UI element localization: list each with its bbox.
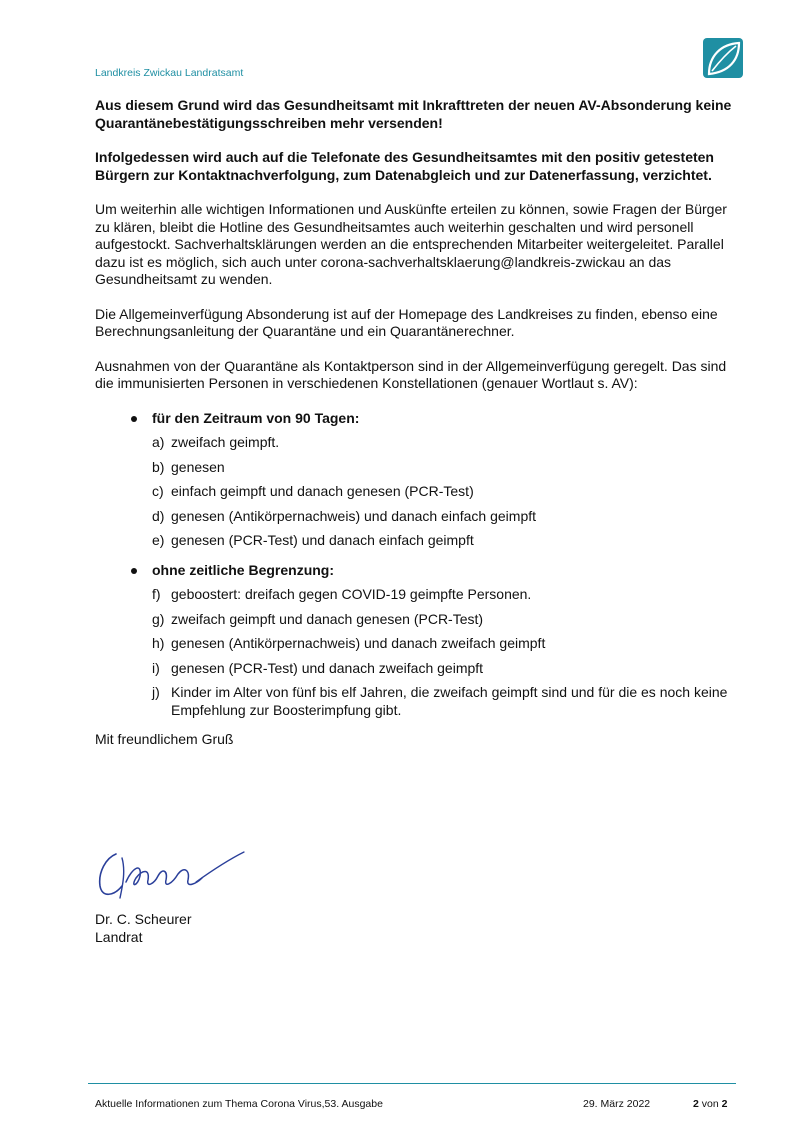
signer-name: Dr. C. Scheurer (95, 911, 192, 927)
list-item: h) genesen (Antikörpernachweis) und danach zweifach geimpft (152, 635, 546, 651)
list-item: e) genesen (PCR-Test) und danach einfach geimpft (152, 532, 474, 548)
footer-date: 29. März 2022 (583, 1098, 651, 1110)
paragraph-no-phone-calls: Infolgedessen wird auch auf die Telefonate des Gesundheitsamtes mit den positiv getesteten Bürgern zur Kontaktnachverfolgung, zum Datenabgleich und zur Datenerfassung, verzichtet. (95, 149, 714, 183)
list-item: b) genesen (152, 458, 225, 475)
list-item: a) zweifach geimpft. (152, 434, 280, 450)
footer-page-number: 2 von 2 (693, 1098, 728, 1110)
bullet-group-90-days (95, 410, 735, 550)
bullet-heading: ohne zeitliche Begrenzung: (152, 561, 335, 578)
paragraph-hotline: Um weiterhin alle wichtigen Informationen und Auskünfte erteilen zu können, sowie Fragen der Bürger zu klären, bleibt die Hotline des Gesundheitsamtes auch weiterhin geschalten und wird personell aufgestockt. Sachverhaltsklärungen werden an die entsprechenden Mitarbeiter weitergeleitet. Parallel dazu ist es möglich, sich auch unter corona-sachverhaltsklaerung@landkreis-zwickau an das Gesundheitsamt zu wenden. (95, 201, 727, 287)
organization-name: Landkreis Zwickau Landratsamt (95, 67, 244, 79)
paragraph-general-decree: Die Allgemeinverfügung Absonderung ist auf der Homepage des Landkreises zu finden, ebenso eine Berechnungsanleitung der Quarantäne und ein Quarantänerechner. (95, 305, 718, 339)
signer-title: Landrat (95, 929, 143, 945)
bullet-heading: für den Zeitraum von 90 Tagen: (152, 409, 360, 426)
list-item: i) genesen (PCR-Test) und danach zweifach geimpft (152, 659, 484, 676)
list-item: c) einfach geimpft und danach genesen (PCR-Test) (152, 483, 474, 499)
bullet-dot-icon (131, 416, 137, 422)
closing-greeting: Mit freundlichem Gruß (95, 731, 234, 747)
footer-divider (88, 1083, 736, 1084)
list-item: g) zweifach geimpft und danach genesen (PCR-Test) (152, 610, 484, 627)
bullet-group-unlimited (95, 562, 735, 720)
handwritten-signature (92, 838, 252, 908)
paragraph-exceptions: Ausnahmen von der Quarantäne als Kontaktperson sind in der Allgemeinverfügung geregelt. Das sind die immunisierten Personen in verschiedenen Konstellationen (genauer Wortlaut s. AV): (95, 357, 727, 391)
paragraph-no-confirmation-letters: Aus diesem Grund wird das Gesundheitsamt mit Inkrafttreten der neuen AV-Absonderung keine Quarantänebestätigungsschreiben mehr versenden! (95, 97, 732, 131)
leaf-logo-icon (703, 38, 743, 78)
bullet-dot-icon (131, 568, 137, 574)
list-item: d) genesen (Antikörpernachweis) und danach einfach geimpft (152, 507, 537, 524)
list-item: f) geboostert: dreifach gegen COVID-19 geimpfte Personen. (152, 586, 532, 602)
footer-publication: Aktuelle Informationen zum Thema Corona Virus,53. Ausgabe (95, 1098, 383, 1110)
signer-block (95, 910, 191, 946)
letter-body (95, 97, 735, 766)
list-item: j) Kinder im Alter von fünf bis elf Jahren, die zweifach geimpft sind und für die es noch keine Empfehlung zur Boosterimpfung gibt. (152, 684, 728, 718)
